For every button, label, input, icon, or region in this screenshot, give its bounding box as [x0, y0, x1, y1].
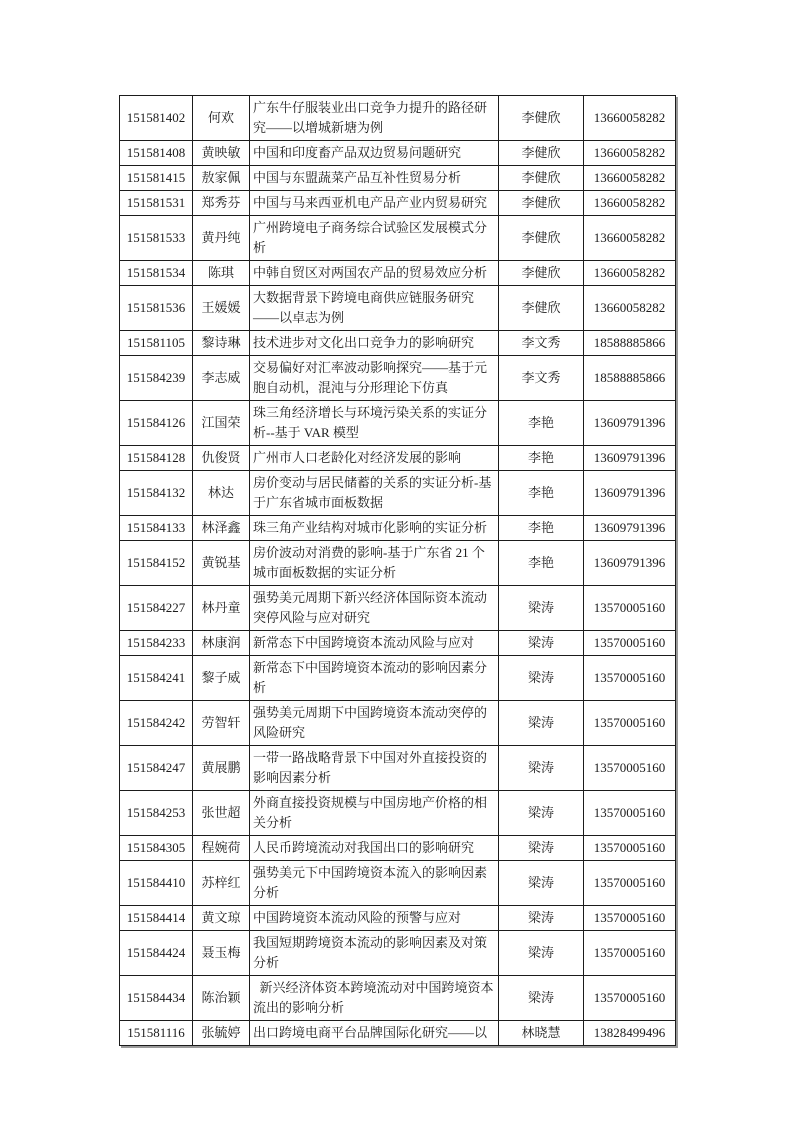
thesis-title-cell: 中国与东盟蔬菜产品互补性贸易分析: [250, 166, 499, 191]
table-row: [120, 746, 676, 791]
phone-cell: 13609791396: [584, 471, 676, 516]
advisor-cell: 李健欣: [499, 191, 584, 216]
student-name-cell: 郑秀芬: [193, 191, 250, 216]
phone-cell: 13570005160: [584, 656, 676, 701]
phone-cell: 13570005160: [584, 631, 676, 656]
thesis-title-cell: 外商直接投资规模与中国房地产价格的相关分析: [250, 791, 499, 836]
student-id-cell: 151581531: [120, 191, 193, 216]
advisor-cell: 李艳: [499, 401, 584, 446]
advisor-cell: 梁涛: [499, 861, 584, 906]
phone-cell: 13660058282: [584, 96, 676, 141]
thesis-title-cell: 技术进步对文化出口竞争力的影响研究: [250, 331, 499, 356]
student-name-cell: 陈琪: [193, 261, 250, 286]
advisor-cell: 李艳: [499, 516, 584, 541]
phone-cell: 13828499496: [584, 1021, 676, 1046]
advisor-cell: 梁涛: [499, 746, 584, 791]
student-name-cell: 苏梓红: [193, 861, 250, 906]
student-name-cell: 江国荣: [193, 401, 250, 446]
advisor-cell: 李健欣: [499, 141, 584, 166]
thesis-title-cell: 人民币跨境流动对我国出口的影响研究: [250, 836, 499, 861]
table-row: [120, 836, 676, 861]
advisor-cell: 李健欣: [499, 261, 584, 286]
phone-cell: 13660058282: [584, 191, 676, 216]
student-name-cell: 黎诗琳: [193, 331, 250, 356]
student-id-cell: 151581536: [120, 286, 193, 331]
thesis-title-cell: 我国短期跨境资本流动的影响因素及对策分析: [250, 931, 499, 976]
advisor-cell: 李艳: [499, 446, 584, 471]
table-row: [120, 446, 676, 471]
phone-cell: 13660058282: [584, 286, 676, 331]
thesis-title-cell: 中国与马来西亚机电产品产业内贸易研究: [250, 191, 499, 216]
phone-cell: 13570005160: [584, 586, 676, 631]
advisor-cell: 梁涛: [499, 701, 584, 746]
student-name-cell: 林达: [193, 471, 250, 516]
student-id-cell: 151584247: [120, 746, 193, 791]
table-body: [120, 96, 676, 1046]
student-name-cell: 黄文琼: [193, 906, 250, 931]
student-id-cell: 151584241: [120, 656, 193, 701]
student-id-cell: 151581402: [120, 96, 193, 141]
student-id-cell: 151581116: [120, 1021, 193, 1046]
table-row: [120, 1021, 676, 1046]
phone-cell: 13609791396: [584, 541, 676, 586]
table-row: [120, 96, 676, 141]
student-name-cell: 聂玉梅: [193, 931, 250, 976]
student-name-cell: 何欢: [193, 96, 250, 141]
phone-cell: 13570005160: [584, 791, 676, 836]
table-row: [120, 216, 676, 261]
student-name-cell: 黄展鹏: [193, 746, 250, 791]
student-name-cell: 李志威: [193, 356, 250, 401]
student-id-cell: 151584133: [120, 516, 193, 541]
advisor-cell: 李艳: [499, 471, 584, 516]
advisor-cell: 林晓慧: [499, 1021, 584, 1046]
table-row: [120, 586, 676, 631]
advisor-cell: 梁涛: [499, 631, 584, 656]
phone-cell: 13609791396: [584, 446, 676, 471]
student-id-cell: 151584305: [120, 836, 193, 861]
student-id-cell: 151584414: [120, 906, 193, 931]
thesis-title-cell: 中国和印度畜产品双边贸易问题研究: [250, 141, 499, 166]
student-id-cell: 151584132: [120, 471, 193, 516]
phone-cell: 13570005160: [584, 836, 676, 861]
advisor-cell: 梁涛: [499, 836, 584, 861]
table-row: [120, 906, 676, 931]
phone-cell: 13660058282: [584, 216, 676, 261]
table-row: [120, 701, 676, 746]
student-name-cell: 王媛媛: [193, 286, 250, 331]
advisor-cell: 梁涛: [499, 586, 584, 631]
student-id-cell: 151581534: [120, 261, 193, 286]
student-name-cell: 劳智轩: [193, 701, 250, 746]
thesis-title-cell: 一带一路战略背景下中国对外直接投资的影响因素分析: [250, 746, 499, 791]
table-row: [120, 401, 676, 446]
advisor-cell: 李健欣: [499, 166, 584, 191]
advisor-cell: 李健欣: [499, 286, 584, 331]
advisor-cell: 梁涛: [499, 931, 584, 976]
thesis-title-cell: 新常态下中国跨境资本流动风险与应对: [250, 631, 499, 656]
thesis-title-cell: 中韩自贸区对两国农产品的贸易效应分析: [250, 261, 499, 286]
phone-cell: 13609791396: [584, 516, 676, 541]
table-row: [120, 516, 676, 541]
phone-cell: 13609791396: [584, 401, 676, 446]
student-id-cell: 151584242: [120, 701, 193, 746]
student-name-cell: 程婉荷: [193, 836, 250, 861]
student-id-cell: 151584128: [120, 446, 193, 471]
student-name-cell: 仇俊贤: [193, 446, 250, 471]
student-id-cell: 151584227: [120, 586, 193, 631]
table-row: [120, 791, 676, 836]
student-id-cell: 151581533: [120, 216, 193, 261]
advisor-cell: 李健欣: [499, 216, 584, 261]
thesis-title-cell: 中国跨境资本流动风险的预警与应对: [250, 906, 499, 931]
thesis-title-cell: 强势美元下中国跨境资本流入的影响因素分析: [250, 861, 499, 906]
thesis-title-cell: 新常态下中国跨境资本流动的影响因素分析: [250, 656, 499, 701]
phone-cell: 13570005160: [584, 861, 676, 906]
student-id-cell: 151584424: [120, 931, 193, 976]
table-row: [120, 656, 676, 701]
table-row: [120, 356, 676, 401]
table-row: [120, 141, 676, 166]
student-name-cell: 张世超: [193, 791, 250, 836]
phone-cell: 18588885866: [584, 356, 676, 401]
table-row: [120, 261, 676, 286]
advisor-cell: 梁涛: [499, 791, 584, 836]
student-name-cell: 敖家佩: [193, 166, 250, 191]
student-id-cell: 151584152: [120, 541, 193, 586]
thesis-title-cell: 广州市人口老龄化对经济发展的影响: [250, 446, 499, 471]
student-name-cell: 黄锐基: [193, 541, 250, 586]
phone-cell: 13570005160: [584, 906, 676, 931]
phone-cell: 13570005160: [584, 701, 676, 746]
table-row: [120, 191, 676, 216]
student-name-cell: 林丹童: [193, 586, 250, 631]
student-id-cell: 151584434: [120, 976, 193, 1021]
student-name-cell: 林康润: [193, 631, 250, 656]
table-row: [120, 631, 676, 656]
phone-cell: 13570005160: [584, 976, 676, 1021]
thesis-title-cell: 大数据背景下跨境电商供应链服务研究——以卓志为例: [250, 286, 499, 331]
advisor-cell: 梁涛: [499, 906, 584, 931]
phone-cell: 13570005160: [584, 931, 676, 976]
thesis-title-cell: 出口跨境电商平台品牌国际化研究——以: [250, 1021, 499, 1046]
student-name-cell: 陈治颖: [193, 976, 250, 1021]
student-name-cell: 黄映敏: [193, 141, 250, 166]
thesis-title-cell: 广东牛仔服装业出口竞争力提升的路径研究——以增城新塘为例: [250, 96, 499, 141]
student-name-cell: 黎子威: [193, 656, 250, 701]
table-row: [120, 976, 676, 1021]
student-thesis-table: [119, 95, 676, 1046]
student-name-cell: 黄丹纯: [193, 216, 250, 261]
thesis-title-cell: 房价变动与居民储蓄的关系的实证分析-基于广东省城市面板数据: [250, 471, 499, 516]
student-id-cell: 151581105: [120, 331, 193, 356]
thesis-title-cell: 新兴经济体资本跨境流动对中国跨境资本流出的影响分析: [250, 976, 499, 1021]
student-id-cell: 151584126: [120, 401, 193, 446]
student-name-cell: 林泽鑫: [193, 516, 250, 541]
thesis-title-cell: 强势美元周期下中国跨境资本流动突停的风险研究: [250, 701, 499, 746]
student-name-cell: 张毓婷: [193, 1021, 250, 1046]
phone-cell: 13570005160: [584, 746, 676, 791]
student-id-cell: 151584410: [120, 861, 193, 906]
table-row: [120, 286, 676, 331]
table-row: [120, 931, 676, 976]
phone-cell: 13660058282: [584, 166, 676, 191]
table-row: [120, 861, 676, 906]
student-id-cell: 151584253: [120, 791, 193, 836]
thesis-title-cell: 珠三角产业结构对城市化影响的实证分析: [250, 516, 499, 541]
table-row: [120, 541, 676, 586]
advisor-cell: 梁涛: [499, 656, 584, 701]
phone-cell: 13660058282: [584, 141, 676, 166]
student-id-cell: 151584233: [120, 631, 193, 656]
student-id-cell: 151584239: [120, 356, 193, 401]
advisor-cell: 李文秀: [499, 356, 584, 401]
thesis-title-cell: 房价波动对消费的影响-基于广东省 21 个城市面板数据的实证分析: [250, 541, 499, 586]
student-id-cell: 151581408: [120, 141, 193, 166]
thesis-title-cell: 强势美元周期下新兴经济体国际资本流动突停风险与应对研究: [250, 586, 499, 631]
advisor-cell: 李艳: [499, 541, 584, 586]
advisor-cell: 李文秀: [499, 331, 584, 356]
thesis-title-cell: 珠三角经济增长与环境污染关系的实证分析--基于 VAR 模型: [250, 401, 499, 446]
thesis-title-cell: 广州跨境电子商务综合试验区发展模式分析: [250, 216, 499, 261]
advisor-cell: 梁涛: [499, 976, 584, 1021]
phone-cell: 18588885866: [584, 331, 676, 356]
student-id-cell: 151581415: [120, 166, 193, 191]
table-row: [120, 331, 676, 356]
phone-cell: 13660058282: [584, 261, 676, 286]
thesis-title-cell: 交易偏好对汇率波动影响探究——基于元胞自动机，混沌与分形理论下仿真: [250, 356, 499, 401]
table-row: [120, 471, 676, 516]
table-row: [120, 166, 676, 191]
advisor-cell: 李健欣: [499, 96, 584, 141]
